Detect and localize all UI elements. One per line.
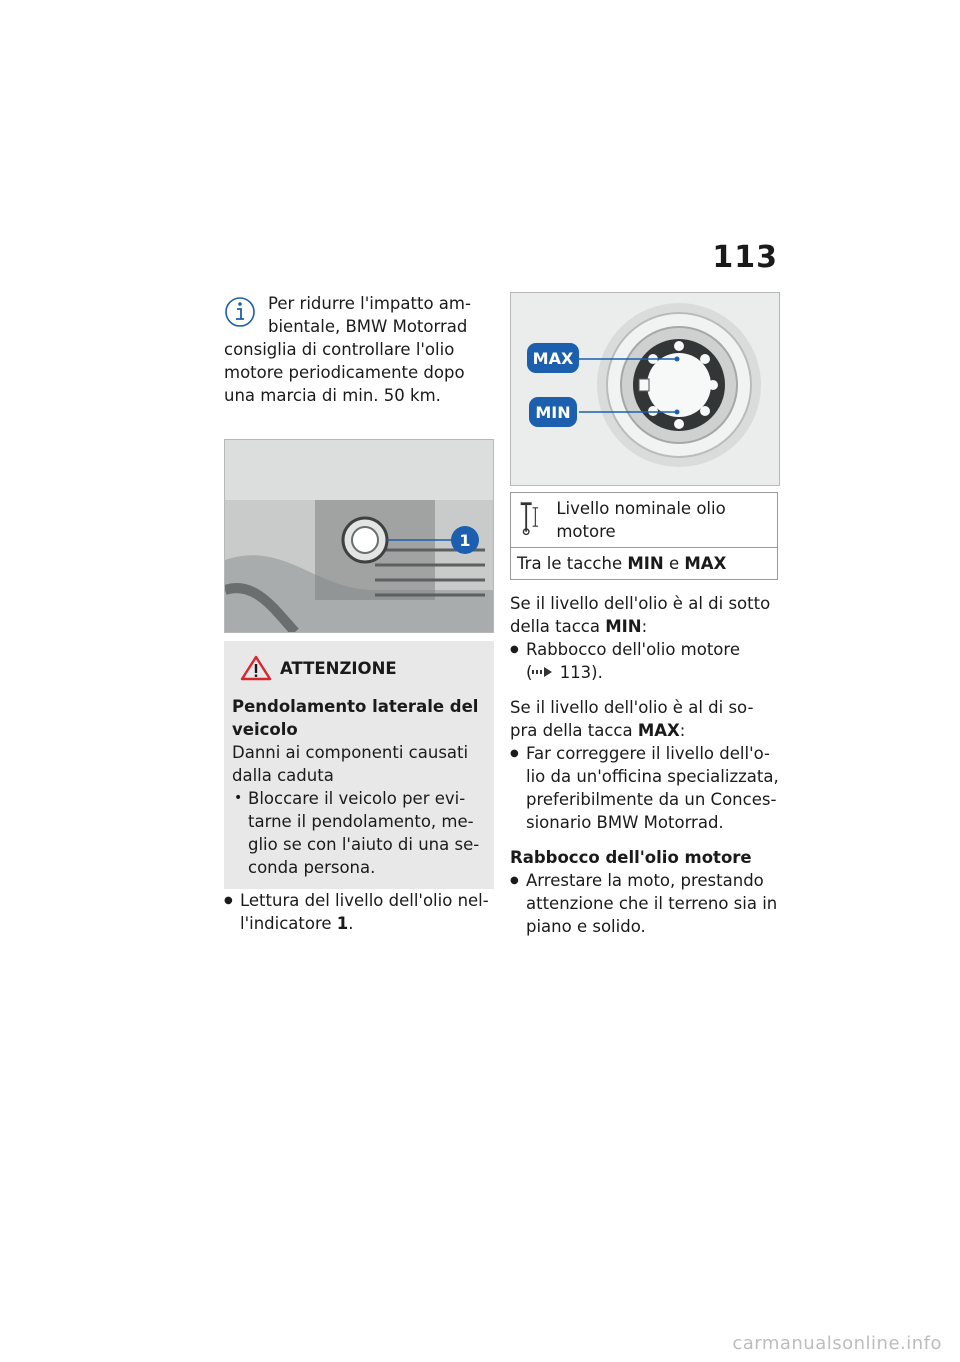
- below-min-paragraph: [510, 592, 780, 638]
- max-marker-label: MAX: [532, 349, 574, 368]
- warning-triangle-icon: [240, 655, 272, 681]
- stop-motorcycle-step: ● Arrestare la moto, prestando attenzione che il terreno sia in piano e solido.: [510, 869, 780, 938]
- left-column: [224, 292, 494, 935]
- note-line-1: Per ridurre l'impatto am-: [268, 294, 471, 313]
- watermark: carmanualsonline.info: [732, 1333, 942, 1354]
- warning-bullet: • Bloccare il veicolo per evi-tarne il pendolamento, me-glio se con l'aiuto di una se-conda persona.: [232, 787, 486, 879]
- note-line-2: bientale, BMW Motorrad: [268, 317, 468, 336]
- oil-gauge-illustration: [510, 292, 780, 486]
- spec-title: Livello nominale olio motore: [556, 499, 726, 541]
- below-min-text: Se il livello dell'olio è al di sotto della tacca: [510, 594, 771, 636]
- warning-box: [224, 641, 494, 889]
- workshop-correction-step: ● Far correggere il livello dell'o-lio da un'officina specializzata, preferibilmente da un Conces-sionario BMW Motorrad.: [510, 742, 780, 834]
- above-max-colon: :: [679, 721, 686, 740]
- callout-1-label: 1: [459, 531, 471, 550]
- environment-note: [224, 292, 494, 407]
- refill-oil-text: Rabbocco dell'olio motore: [526, 640, 740, 659]
- spec-and: e: [663, 554, 685, 573]
- refill-oil-page-ref: 113).: [559, 663, 603, 682]
- oil-sight-glass: [511, 293, 779, 485]
- above-max-mark: MAX: [637, 721, 680, 740]
- oil-dipstick-icon: [517, 497, 546, 537]
- min-marker-label: MIN: [535, 403, 571, 422]
- above-max-text: Se il livello dell'olio è al di so-pra della tacca: [510, 698, 754, 740]
- right-column: [510, 292, 780, 938]
- oil-level-step-end: .: [348, 914, 354, 933]
- below-min-colon: :: [641, 617, 648, 636]
- spec-value-prefix: Tra le tacche: [517, 554, 628, 573]
- warning-text: Danni ai componenti causati dalla caduta: [232, 743, 469, 785]
- oil-level-spec-table: [510, 492, 778, 580]
- warning-title: ATTENZIONE: [280, 658, 397, 678]
- oil-level-reading-step: [224, 889, 494, 935]
- oil-level-step-text: Lettura del livello dell'olio nel-l'indicatore: [240, 891, 489, 933]
- spec-max: MAX: [684, 554, 727, 573]
- engine-photo: [224, 439, 494, 633]
- above-max-paragraph: [510, 696, 780, 742]
- indicator-ref: 1: [336, 914, 349, 933]
- info-icon: [224, 294, 258, 328]
- below-min-mark: MIN: [605, 617, 642, 636]
- spec-value: [511, 548, 778, 580]
- note-text: consiglia di controllare l'olio motore periodicamente dopo una marcia di min. 50 km.: [224, 340, 465, 405]
- page-reference-arrow-icon: [532, 666, 554, 678]
- page-number: 113: [712, 240, 778, 275]
- refill-oil-step: ● Rabbocco dell'olio motore ( 113).: [510, 638, 780, 684]
- section-heading-refill: Rabbocco dell'olio motore: [510, 848, 752, 867]
- warning-header: [240, 655, 486, 681]
- warning-heading: Pendolamento laterale del veicolo: [232, 697, 479, 739]
- spec-min: MIN: [627, 554, 664, 573]
- engine-illustration: [225, 440, 493, 632]
